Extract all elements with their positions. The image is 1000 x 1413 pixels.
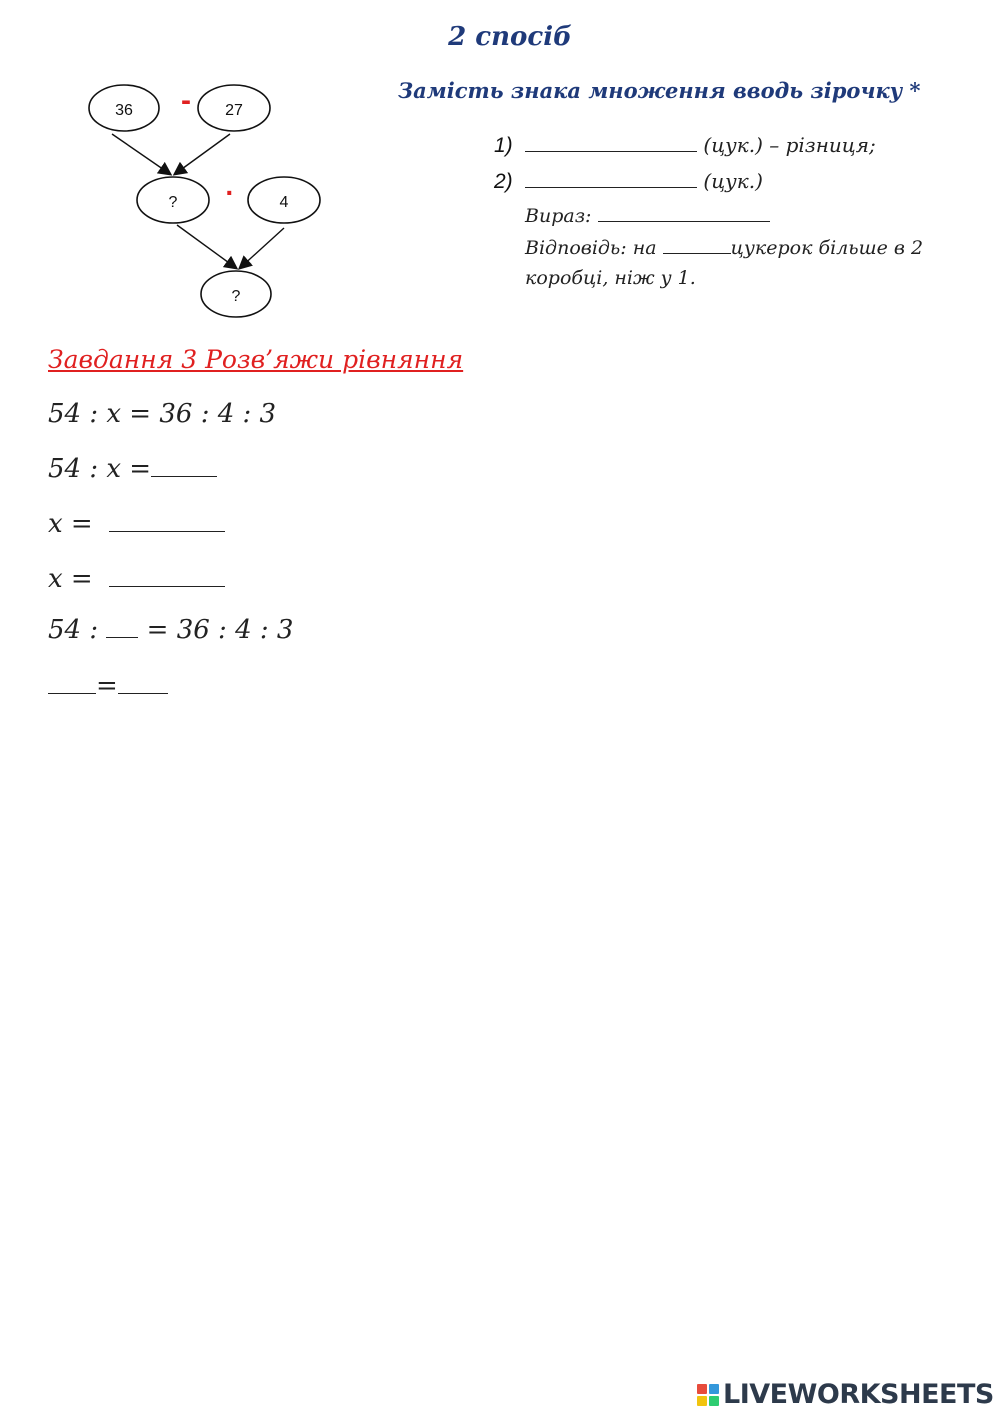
arrow-1 bbox=[112, 134, 170, 174]
equation-3-blank[interactable] bbox=[109, 509, 225, 532]
equation-1: 54 : х = 36 : 4 : 3 bbox=[48, 399, 277, 429]
step-1-number: 1) bbox=[494, 134, 513, 157]
equation-4 bbox=[48, 564, 225, 594]
node-middle-left-label: ? bbox=[168, 194, 178, 211]
equation-5 bbox=[48, 615, 293, 645]
node-top-right-label: 27 bbox=[225, 102, 243, 119]
answer-blank[interactable] bbox=[663, 235, 731, 254]
equation-6 bbox=[48, 671, 168, 701]
solution-step-2 bbox=[494, 169, 763, 194]
equation-2 bbox=[48, 454, 217, 484]
expression-line bbox=[525, 203, 770, 227]
answer-prefix: Відповідь: на bbox=[525, 237, 657, 259]
equation-3 bbox=[48, 509, 225, 539]
equation-5-blank[interactable] bbox=[106, 615, 138, 638]
equation-2-prefix: 54 : х = bbox=[48, 454, 152, 484]
step-2-tail: (цук.) bbox=[703, 169, 763, 193]
equation-6-right-blank[interactable] bbox=[118, 671, 168, 694]
step-1-tail: (цук.) – різниця; bbox=[703, 133, 876, 157]
logo-square-blue bbox=[709, 1384, 719, 1394]
equation-5-suffix: = 36 : 4 : 3 bbox=[146, 615, 294, 645]
equation-5-prefix: 54 : bbox=[48, 615, 99, 645]
equation-4-blank[interactable] bbox=[109, 564, 225, 587]
expression-blank[interactable] bbox=[598, 203, 770, 222]
answer-line-2: коробці, ніж у 1. bbox=[525, 267, 696, 289]
solution-step-1 bbox=[494, 133, 876, 158]
equation-3-prefix: х = bbox=[48, 509, 93, 539]
arrow-3 bbox=[177, 225, 236, 268]
step-1-blank[interactable] bbox=[525, 133, 697, 152]
liveworksheets-logo[interactable] bbox=[697, 1379, 994, 1410]
minus-sign: - bbox=[181, 84, 191, 117]
answer-line-1 bbox=[525, 235, 923, 259]
logo-text: LIVEWORKSHEETS bbox=[723, 1379, 994, 1410]
arrow-2 bbox=[175, 134, 230, 174]
equation-6-left-blank[interactable] bbox=[48, 671, 96, 694]
step-2-blank[interactable] bbox=[525, 169, 697, 188]
task3-heading: Завдання 3 Розв’яжи рівняння bbox=[48, 345, 464, 374]
dot-sign: · bbox=[225, 177, 235, 208]
logo-square-yellow bbox=[697, 1396, 707, 1406]
node-middle-right-label: 4 bbox=[279, 194, 289, 211]
logo-squares-icon bbox=[697, 1384, 719, 1406]
arrow-4 bbox=[240, 228, 284, 268]
equation-4-prefix: х = bbox=[48, 564, 93, 594]
logo-square-green bbox=[709, 1396, 719, 1406]
instruction-text: Замість знака множення вводь зірочку * bbox=[398, 78, 921, 103]
expression-label: Вираз: bbox=[525, 205, 592, 227]
operation-diagram bbox=[80, 70, 340, 330]
step-2-number: 2) bbox=[494, 170, 513, 193]
node-top-left-label: 36 bbox=[115, 102, 133, 119]
answer-suffix: цукерок більше в 2 bbox=[730, 237, 924, 259]
method-title: 2 спосіб bbox=[448, 22, 572, 52]
node-bottom-label: ? bbox=[231, 288, 241, 305]
logo-square-red bbox=[697, 1384, 707, 1394]
equation-6-equals: = bbox=[96, 671, 118, 701]
equation-2-blank[interactable] bbox=[151, 454, 217, 477]
